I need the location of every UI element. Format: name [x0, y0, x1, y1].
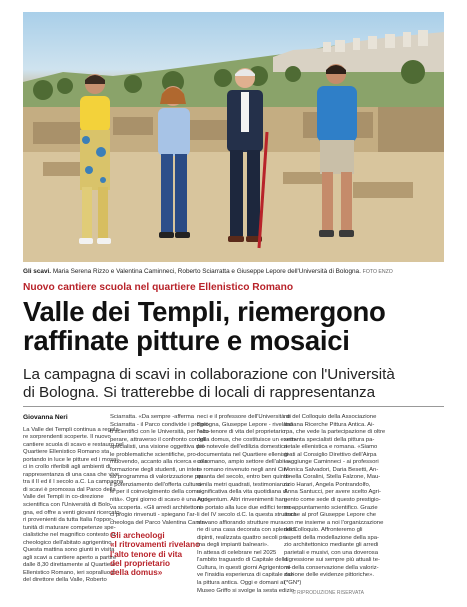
caption-text: Maria Serena Rizzo e Valentina Caminneci, Roberto Sciarratta e Giuseppe Lepore dell'Università di Bologna. [52, 268, 361, 275]
article-text-line: scientifica con l'Università di Bolo- [23, 502, 112, 509]
article-text-line: cimila metri quadrati, testimonianza [197, 481, 290, 488]
article-photo [23, 12, 444, 262]
article-text-line: quanta del secolo, entro ben quindi- [197, 474, 291, 481]
kicker: Nuovo cantiere scuola nel quartiere Ellenistico Romano [23, 282, 294, 293]
article-text-line: documentata nel Quartiere ellenisti- [197, 451, 290, 458]
article-text-line: di scavi è promossa dal Parco della [23, 486, 116, 493]
article-text-line: parietali e musivi, con una doverosa [284, 549, 378, 556]
byline: Giovanna Neri [23, 414, 68, 421]
article-text-line: zio architettonico mediante gli arredi [284, 542, 379, 549]
article-column-3 [197, 414, 297, 595]
article-text-line: grati al Consiglio Direttivo dell'Airpa [284, 451, 377, 458]
article-text-line: significativa della vita quotidiana di [197, 489, 288, 496]
article-text-line: settanta specialisti della pittura pa- [284, 436, 375, 443]
article-text-line: l'alto tenore di vita del proprietario [197, 429, 286, 436]
article-text-line: del Colloquio. Affronteremo gli [284, 527, 363, 534]
copyright-note: © RIPRODUZIONE RISERVATA [292, 589, 364, 596]
article-text-line: rpa, che vede la partecipazione di oltre [284, 429, 386, 436]
article-text-line: portando in luce le pitture ed i mosai- [23, 456, 120, 463]
article-text-line: stavano affiorando strutture mura- [197, 519, 286, 526]
article-text-line: dipinti, realizzata quattro secoli pri- [197, 534, 288, 541]
divider [23, 406, 444, 407]
article-text-line: Quartiere Ellenistico Romano sta [23, 449, 110, 456]
article-text-line: mi della conservazione della valoriz- [284, 564, 379, 571]
article-text-line: ci in crollo riferibili agli ambienti di [23, 464, 111, 471]
article-text-line: la pittura antica. Oggi e domani al [197, 580, 285, 587]
caption-lead: Gli scavi. [23, 268, 52, 275]
article-text-line: no portato alla luce due edifici termo- [197, 504, 294, 511]
pull-quote-line: «I ritrovamenti rivelano [110, 540, 201, 550]
article-text-line: Questa mattina sono giunti in visita [23, 547, 115, 554]
pull-quote [110, 540, 201, 578]
article-text-line: re sorprendenti scoperte. Il nuovo [23, 434, 111, 441]
article-text-line: to romano rinvenuto negli anni Cin- [197, 466, 289, 473]
article-text-line: Museo Griffo si svolge la sesta edizio- [197, 587, 297, 594]
pull-quote-line: della domus» [110, 568, 163, 578]
article-text-line: formazione degli studenti, un inten- [110, 466, 202, 473]
subheadline [23, 366, 448, 402]
headline-line-2: raffinate pitture e mosaici [23, 325, 350, 356]
article-text-line: Sciarratta - il Parco condivide i proget- [110, 421, 210, 428]
article-text-line: tunità di maturare competenze spe- [23, 524, 116, 531]
pull-quote-box [110, 531, 201, 578]
article-text-line: co romano, ampio settore dell'abita- [197, 459, 291, 466]
article-text-line: pio notevole dell'edilizia domestica [197, 444, 288, 451]
article-text-line: perare, attraverso il confronto con gli [110, 436, 206, 443]
photo-caption [23, 268, 444, 276]
article-column-1 [23, 414, 124, 585]
article-text-line: specialisti, una visione oggettiva del- [110, 444, 206, 451]
article-text-line: La Valle dei Templi continua a regala- [23, 426, 121, 433]
article-text-line: digressione sui sempre più attuali te- [284, 557, 380, 564]
article-text-line: Cultura, in questi giorni Agrigento vi- [197, 564, 292, 571]
article-text-line: Ellenistico Romano, ieri sopralluogo [23, 569, 117, 576]
article-text-line: rietale ellenistica e romana. «Siamo [284, 444, 378, 451]
article-column-4 [284, 414, 386, 597]
article-text-line: (*GN*) [284, 580, 302, 587]
headline-line-1: Valle dei Templi, riemergono [23, 296, 386, 327]
article-text-line: Valle dei Templi in co-direzione [23, 494, 104, 501]
article-text-line: gento come sede di questo prestigio- [284, 497, 381, 504]
article-text-line: ve l'insidia esperienza di capitale del- [197, 572, 295, 579]
article-text-line: Sciarratta. «Da sempre -afferma [110, 414, 195, 420]
article-text-line: agli scavi a cantiere aperto a partire [23, 554, 117, 561]
article-text-line: del direttore della Valle, Roberto [23, 577, 107, 584]
article-text-line: cialistiche nel magnifico contesto ar- [23, 532, 118, 539]
headline [23, 297, 448, 355]
article-text-line: anche al prof Giuseppe Lepore che [284, 512, 377, 519]
article-text-line: neci e il professore dell'Università di [197, 414, 291, 420]
pull-quote-title: Gli archeologi [110, 531, 165, 541]
pull-quote-line: l'alto tenore di vita [110, 549, 183, 559]
article-text-line: rizio Harari, Angela Pontrandolfo, [284, 481, 371, 488]
article-text-line: Anna Santucci, per avere scelto Agri- [284, 489, 381, 496]
article-text-line: Monica Salvadori, Daria Besetti, An- [284, 466, 379, 473]
article-text-line: so programma di valorizzazione per [110, 474, 204, 481]
article-text-line: - aggiunge Caminneci - ai professori [284, 459, 379, 466]
subhead-line-1: La campagna di scavi in collaborazione con l'Università [23, 366, 395, 383]
article-text-line: cantiere scuola di scavo e restauro nel [23, 441, 124, 448]
article-text-line: muovendo, accanto alla ricerca e alla [110, 459, 208, 466]
article-text-line: le per il coinvolgimento della comu- [110, 489, 203, 496]
article-text-line: li del IV secolo d.C. la questa struttura [197, 512, 297, 519]
article-text-line: aspetti della modellazione della spa- [284, 534, 379, 541]
article-text-line: gna, ed offre a venti giovani ricercato- [23, 509, 122, 516]
article-text-line: le problematiche scientifiche, pro- [110, 451, 198, 458]
article-text-line: ri provenienti da tutta Italia l'oppor- [23, 517, 114, 524]
article-text-line: il potenziamento dell'offerta cultura- [110, 481, 203, 488]
article-text-line: rie di una casa decorata con splendidi [197, 527, 296, 534]
article-text-line: cheologico dell'abitato agrigentino. [23, 539, 114, 546]
article-text-line: Bologna, Giuseppe Lepore - rivelano [197, 421, 293, 428]
article-text-line: dalle 8,30 direttamente al Quartiere [23, 562, 116, 569]
article-text-line: con me insieme a noi l'organizzazione [284, 519, 384, 526]
article-text-line: ne del Colloquio della Associazione [284, 414, 377, 420]
photo-credit: FOTO ENZO [362, 269, 393, 275]
article-column-2 [110, 414, 211, 578]
article-text-line: l'ambito traguardo di Capitale della [197, 557, 288, 564]
article-text-line: Italiana Ricerche Pittura Antica. Ai- [284, 421, 375, 428]
article-text-line: Agrigentum. Altri rinvenimenti han- [197, 497, 288, 504]
article-text-line: tonella Coralini, Stella Falzone, Mau- [284, 474, 381, 481]
article-text-line: va scoperta. «Gli arredi architettoni- [110, 504, 204, 511]
excavation-scene [23, 12, 444, 262]
article-text-line: ma degli impianti balneari». [197, 542, 269, 549]
article-text-line: ti scientifici con le Università, per recu- [110, 429, 211, 436]
subhead-line-2: di Bologna. Si tratterebbe di locali di rappresentanza [23, 384, 376, 401]
article-text-line: zazione delle evidenze pittoriche». [284, 572, 375, 579]
pull-quote-line: del proprietario [110, 558, 171, 568]
article-text-line: cheologa del Parco Valentina Camin- [110, 519, 207, 526]
article-text-line: rappresentanza di una casa che vive [23, 471, 119, 478]
article-text-line: so appuntamento scientifico. Grazie [284, 504, 378, 511]
article-text-line: della domus, che costituisce un esem- [197, 436, 297, 443]
article-text-line: ci progio rinvenuti - spiegano l'ar- [110, 512, 197, 519]
article-text-line: In attesa di celebrare nel 2025 [197, 549, 277, 556]
article-text-line: nità». Ogni giorno di scavo è una nuo- [110, 497, 210, 504]
article-text-line: tra il II ed il I secolo a.C. La campagna [23, 479, 124, 486]
